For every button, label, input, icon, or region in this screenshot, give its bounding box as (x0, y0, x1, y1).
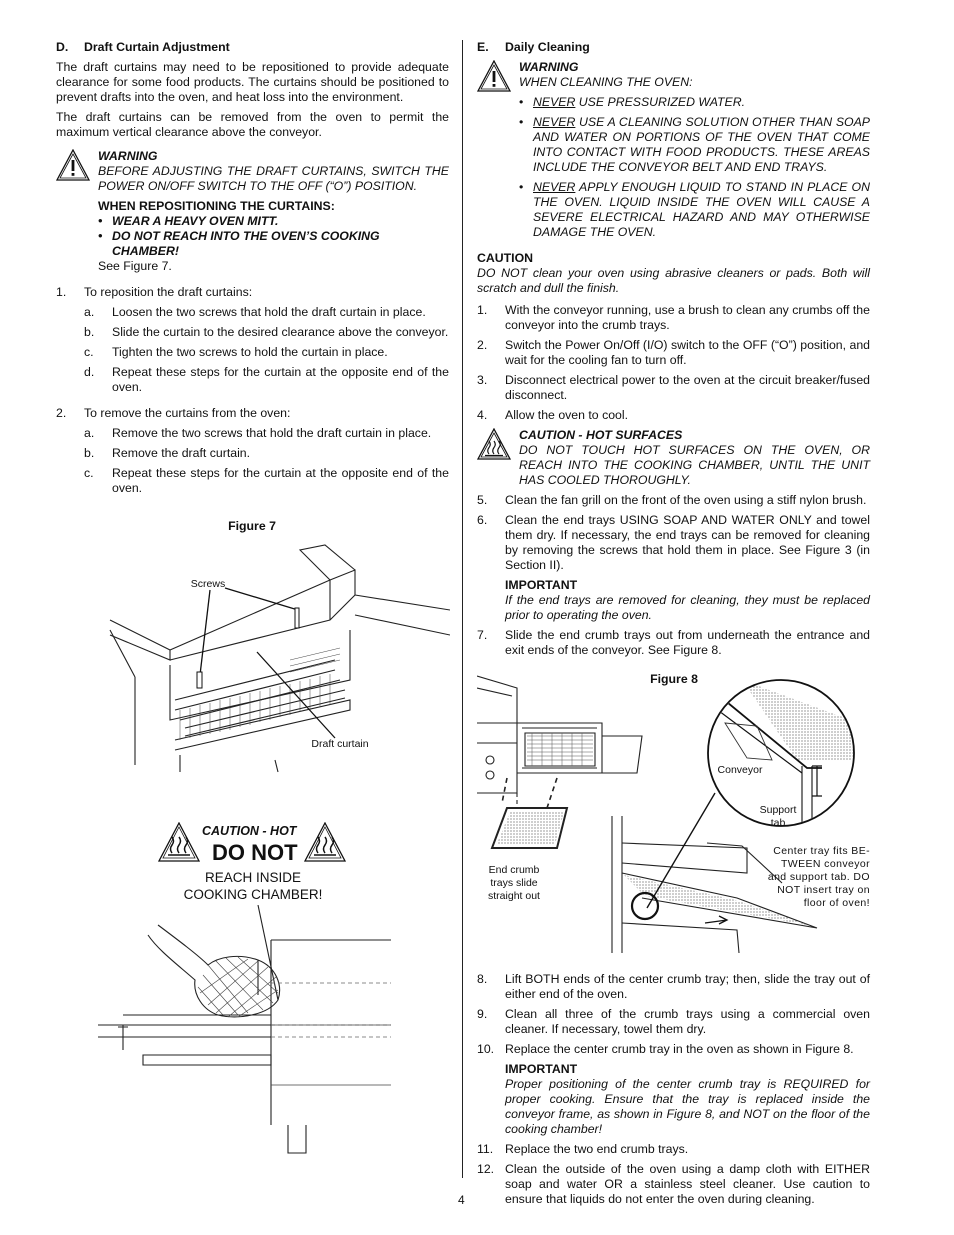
caution-label: CAUTION (477, 251, 534, 265)
warning-triangle-icon (477, 60, 511, 92)
important-label: IMPORTANT (505, 1062, 578, 1076)
step-item: 8. Lift BOTH ends of the center crumb tray; then, slide the tray out of either end of the oven. (477, 972, 870, 1001)
do-not-label: DO NOT (212, 840, 298, 865)
hot-surfaces-label: CAUTION - HOT SURFACES (519, 428, 683, 442)
figure7-title: Figure 7 (228, 519, 276, 533)
right-column-bottom (477, 972, 870, 1212)
warning-text: WHEN CLEANING THE OVEN: (519, 75, 693, 89)
caution-block (477, 251, 870, 296)
paragraph: The draft curtains can be removed from the oven to permit the maximum vertical clearance above the conveyor. (56, 110, 449, 139)
hot-surfaces-block (477, 428, 870, 488)
important-text: Proper positioning of the center crumb tray is REQUIRED for proper cooking. Ensure that the tray is replaced inside the conveyor frame, as shown in Figure 8, and NOT on the floor of the cooking chamber! (505, 1077, 870, 1136)
bullet: • DO NOT REACH INTO THE OVEN’S COOKING CHAMBER! (98, 229, 449, 259)
column-divider (462, 40, 463, 1178)
sub-step: b. Remove the draft curtain. (84, 446, 251, 460)
sub-step: c. Repeat these steps for the curtain at the opposite end of the oven. (84, 466, 449, 495)
warning-block (56, 149, 449, 274)
fig8-end-crumb-label: End crumb trays slide straight out (488, 864, 540, 902)
bullet: • NEVER USE A CLEANING SOLUTION OTHER THAN SOAP AND WATER ON PORTIONS OF THE OVEN THAT COME INTO CONTACT WITH FOOD PRODUCTS. THESE AREAS INCLUDE THE CONVEYOR BELT AND END TRAYS. (519, 115, 870, 175)
cooking-chamber-text: COOKING CHAMBER! (183, 887, 323, 902)
hot-surface-icon (304, 822, 346, 862)
step-item: 3. Disconnect electrical power to the oven at the circuit breaker/fused disconnect. (477, 373, 870, 402)
sub-step: d. Repeat these steps for the curtain at the opposite end of the oven. (84, 365, 449, 394)
warning-block (477, 60, 870, 240)
sub-step: c. Tighten the two screws to hold the curtain in place. (84, 345, 388, 359)
caution-hot-label: CAUTION - HOT (202, 824, 297, 838)
fig8-conveyor-label: Conveyor (717, 764, 763, 776)
hot-surface-icon (158, 822, 200, 862)
warning-label: WARNING (98, 149, 158, 163)
step-item: 4. Allow the oven to cool. (477, 408, 629, 422)
right-column (477, 40, 870, 663)
step-item: 2. To remove the curtains from the oven: (56, 406, 291, 420)
hot-surfaces-text: DO NOT TOUCH HOT SURFACES ON THE OVEN, OR REACH INTO THE COOKING CHAMBER, UNTIL THE UNIT HAS COOLED THOROUGHLY. (519, 443, 870, 487)
left-column (56, 40, 449, 501)
sub-step: a. Remove the two screws that hold the draft curtain in place. (84, 426, 432, 440)
step-item: 2. Switch the Power On/Off (I/O) switch to the OFF (“O”) position, and wait for the cooling fan to turn off. (477, 338, 870, 367)
step-item: 1. To reposition the draft curtains: (56, 285, 253, 299)
figure8-title: Figure 8 (650, 672, 698, 686)
bullet: • NEVER USE PRESSURIZED WATER. (519, 95, 870, 110)
fig8-support-tab-label: Support tab (759, 804, 797, 829)
important-label: IMPORTANT (505, 578, 578, 592)
figure8-illustration (477, 668, 872, 960)
bullet: • NEVER APPLY ENOUGH LIQUID TO STAND IN PLACE ON THE OVEN. LIQUID INSIDE THE OVEN WILL CAUSE A SEVERE ELECTRICAL HAZARD AND MAY OTHERWISE DAMAGE THE OVEN. (519, 180, 870, 240)
paragraph: The draft curtains may need to be repositioned to provide adequate clearance for some food products. The curtains should be positioned to prevent drafts into the oven, and heat loss into the environment. (56, 60, 449, 104)
step-item: 5. Clean the fan grill on the front of the oven using a stiff nylon brush. (477, 493, 867, 507)
step-item: 10. Replace the center crumb tray in the oven as shown in Figure 8. (477, 1042, 854, 1056)
step-item: 12. Clean the outside of the oven using a damp cloth with EITHER soap and water OR a stainless steel cleaner. Use caution to ensure that liquids do not enter the oven during cleaning. (477, 1162, 870, 1206)
bullet: • WEAR A HEAVY OVEN MITT. (98, 214, 449, 229)
fig7-screws-label: Screws (190, 578, 226, 590)
caution-text: DO NOT clean your oven using abrasive cleaners or pads. Both will scratch and dull the finish. (477, 266, 870, 295)
section-d-heading: D. Draft Curtain Adjustment (56, 40, 230, 54)
step-item: 11. Replace the two end crumb trays. (477, 1142, 689, 1156)
page-number: 4 (458, 1193, 465, 1207)
important-text: If the end trays are removed for cleaning, they must be replaced prior to operating the oven. (505, 593, 870, 622)
step-item: 9. Clean all three of the crumb trays using a commercial oven cleaner. If necessary, towel them dry. (477, 1007, 870, 1036)
sub-step: a. Loosen the two screws that hold the draft curtain in place. (84, 305, 426, 319)
step-item: 7. Slide the end crumb trays out from underneath the entrance and exit ends of the conveyor. See Figure 8. (477, 628, 870, 657)
hot-surface-icon (477, 428, 511, 460)
step-item: 1. With the conveyor running, use a brush to clean any crumbs off the conveyor into the crumb trays. (477, 303, 870, 332)
step-item: 6. Clean the end trays USING SOAP AND WATER ONLY and towel them dry. If necessary, the end trays can be removed for cleaning by removing the screws that hold them in place. See Figure 3 (in Section II). (477, 513, 870, 572)
important-block (477, 578, 870, 623)
reposition-header: WHEN REPOSITIONING THE CURTAINS: (98, 199, 335, 213)
see-figure-note: See Figure 7. (98, 259, 172, 273)
reach-inside-text: REACH INSIDE (204, 870, 302, 885)
fig8-center-tray-label: Center tray fits BE-TWEEN conveyor and support tab. DO NOT insert tray on floor of oven! (767, 845, 870, 909)
section-e-heading: E. Daily Cleaning (477, 40, 590, 54)
sub-step: b. Slide the curtain to the desired clearance above the conveyor. (84, 325, 449, 339)
oven-mitt-illustration (98, 905, 393, 1160)
warning-text: BEFORE ADJUSTING THE DRAFT CURTAINS, SWITCH THE POWER ON/OFF SWITCH TO THE OFF (“O”) POSITION. (98, 164, 449, 193)
figure7-illustration (100, 540, 450, 780)
warning-label: WARNING (519, 60, 579, 74)
warning-triangle-icon (56, 149, 90, 181)
important-block (477, 1062, 870, 1137)
fig7-draft-curtain-label: Draft curtain (311, 738, 369, 750)
